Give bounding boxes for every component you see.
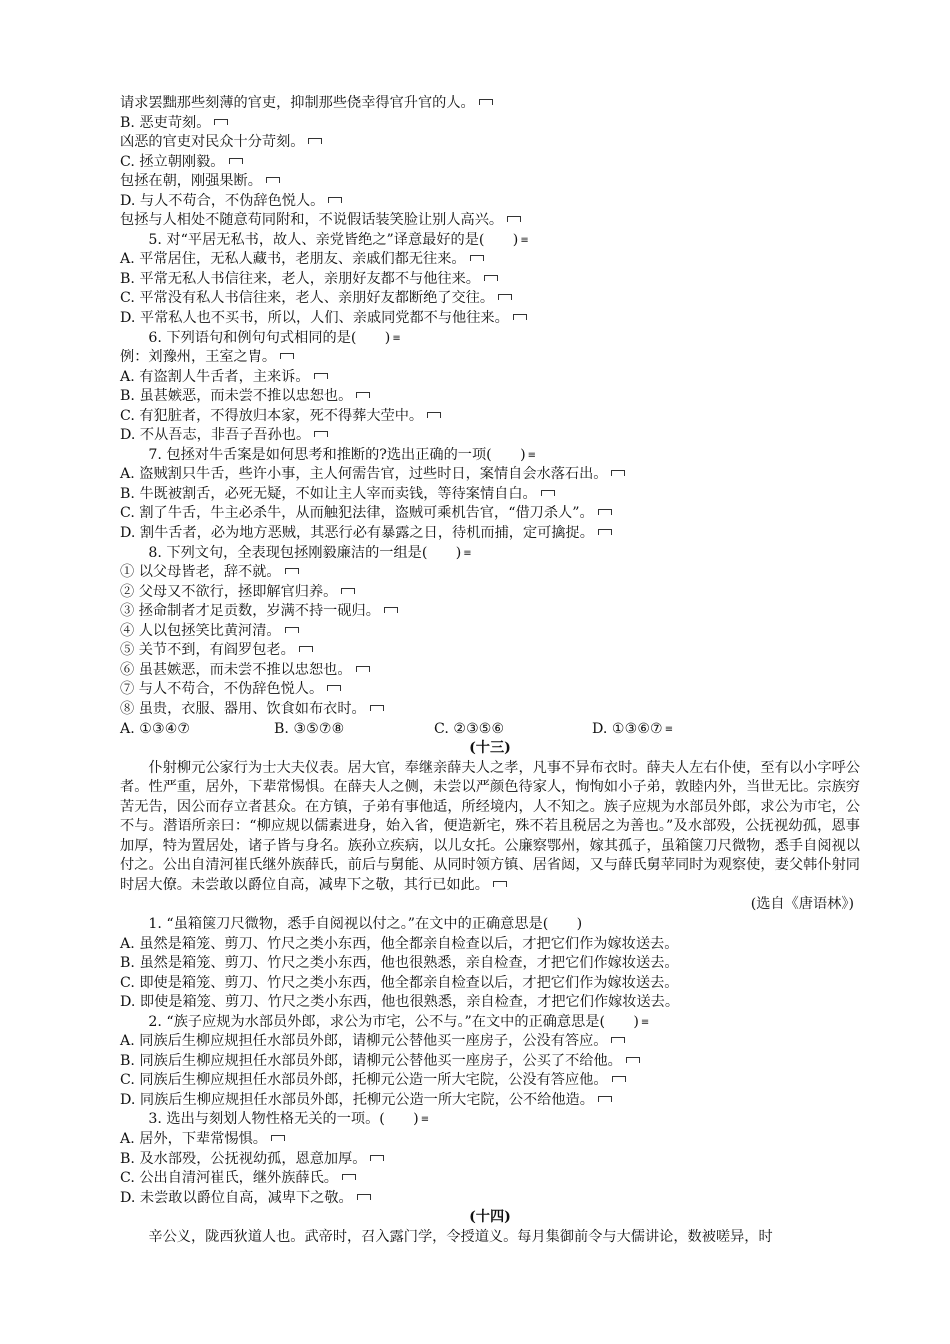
line-text: ⑥ 虽甚嫉恶，而未尝不推以忠恕也。 (120, 661, 352, 678)
paragraph-mark: ≡ (392, 332, 401, 344)
text-line (120, 289, 860, 309)
line-text: C. 公出自清河崔氏，继外族薛氏。 (120, 1170, 338, 1187)
text-line (120, 1150, 860, 1170)
line-break-mark (507, 216, 521, 224)
text-line (120, 1071, 860, 1091)
line-text: B. 虽然是箱笼、剪刀、竹尺之类小东西，他也很熟悉，亲自检查，才把它们作嫁妆送去。 (120, 955, 679, 972)
line-break-mark (484, 275, 498, 283)
line-break-mark (314, 431, 328, 439)
q8-option-d: D. ①③⑥⑦ ≡ (592, 720, 673, 740)
line-text: 凶恶的官吏对民众十分苛刻。 (120, 134, 305, 151)
line-text: C. 即使是箱笼、剪刀、竹尺之类小东西，他全都亲自检查以后，才把它们作为嫁妆送去。 (120, 974, 679, 991)
line-text: 1. “虽箱箧刀尺微物，悉手自阅视以付之。”在文中的正确意思是( ) (148, 915, 583, 932)
text-line (120, 270, 860, 290)
line-break-mark (626, 1057, 640, 1065)
line-break-mark (271, 1135, 285, 1143)
paragraph-mark: ≡ (520, 234, 529, 246)
text-line (120, 563, 860, 583)
line-break-mark (470, 255, 484, 263)
text-line (120, 211, 860, 231)
text-line (120, 524, 860, 544)
line-break-mark (384, 607, 398, 615)
line-break-mark (266, 177, 280, 185)
text-line (120, 231, 860, 251)
text-line (120, 583, 860, 603)
text-line (120, 974, 860, 994)
text-line (120, 1169, 860, 1189)
text-line (120, 1052, 860, 1072)
line-text: ① 以父母皆老，辞不就。 (120, 564, 281, 581)
paragraph-mark: ≡ (640, 1016, 650, 1028)
line-text: A. 居外，下辈常惕惧。 (120, 1130, 267, 1147)
line-text: 7. 包拯对牛舌案是如何思考和推断的?选出正确的一项( ) (148, 446, 526, 463)
line-break-mark (513, 314, 527, 322)
line-text: 2. “族子应规为水部员外郎，求公为市宅，公不与。”在文中的正确意思是( ) (148, 1013, 639, 1030)
line-text: ⑤ 关节不到，有阎罗包老。 (120, 642, 295, 659)
text-line (120, 1013, 860, 1033)
line-break-mark (598, 509, 612, 517)
line-break-mark (611, 470, 625, 478)
text-line (120, 114, 860, 134)
line-break-mark (285, 568, 299, 576)
line-break-mark (598, 1096, 612, 1104)
line-text: 包拯与人相处不随意苟同附和，不说假话装笑脸让别人高兴。 (120, 212, 504, 229)
text-line (120, 309, 860, 329)
line-text: B. 及水部殁，公抚视幼孤，恩意加厚。 (120, 1150, 367, 1167)
text-line (120, 954, 860, 974)
text-line (120, 1189, 860, 1209)
text-line (120, 1032, 860, 1052)
paragraph-mark: ≡ (420, 1114, 430, 1126)
text-line (120, 622, 860, 642)
text-line (120, 680, 860, 700)
line-text: 3. 选出与刻划人物性格无关的一项。( ) (148, 1111, 419, 1128)
text-line (120, 1091, 860, 1111)
line-text: 8. 下列文句，全表现包拯刚毅廉洁的一组是( ) (148, 544, 462, 561)
text-line (120, 387, 860, 407)
line-break-mark (356, 392, 370, 400)
line-text: B. 牛既被割舌，必死无疑，不如让主人宰而卖钱，等待案情自白。 (120, 485, 537, 502)
line-break-mark (493, 881, 507, 889)
line-break-mark (299, 646, 313, 654)
paragraph-mark: ≡ (664, 723, 674, 735)
line-text: 包拯在朝，刚强果断。 (120, 173, 262, 190)
text-line (120, 192, 860, 212)
text-line (120, 504, 860, 524)
text-line (120, 602, 860, 622)
line-text: B. 平常无私人书信往来，老人，亲朋好友都不与他往来。 (120, 270, 480, 287)
line-break-mark (612, 1076, 626, 1084)
line-break-mark (611, 1037, 625, 1045)
line-text: ④ 人以包拯笑比黄河清。 (120, 622, 281, 639)
text-line (120, 172, 860, 192)
q8-option-b: B. ③⑤⑦⑧ (274, 720, 345, 737)
text-line (120, 485, 860, 505)
text-line (120, 250, 860, 270)
question-block-12-end (120, 94, 860, 720)
line-text: 5. 对“平居无私书，故人、亲党皆绝之”译意最好的是( ) (148, 231, 519, 248)
line-break-mark (598, 529, 612, 537)
line-break-mark (308, 138, 322, 146)
text-line (120, 700, 860, 720)
line-text: D. 割牛舌者，必为地方恶贼，其恶行必有暴露之日，待机而捕，定可擒捉。 (120, 525, 594, 542)
text-line (120, 641, 860, 661)
line-break-mark (370, 705, 384, 713)
text-line (120, 544, 860, 564)
line-text: C. 有犯脏者，不得放归本家，死不得葬大茔中。 (120, 407, 424, 424)
line-text: 请求罢黜那些刻薄的官吏，抑制那些侥幸得官升官的人。 (120, 95, 475, 111)
line-text: C. 割了牛舌，牛主必杀牛，从而触犯法律，盗贼可乘机告官，“借刀杀人”。 (120, 505, 594, 522)
q8-options (120, 720, 860, 740)
line-break-mark (342, 1174, 356, 1182)
text-line (120, 133, 860, 153)
document-page (120, 94, 860, 1247)
line-text: 例：刘豫州，王室之胄。 (120, 349, 277, 366)
line-text: B. 虽甚嫉恶，而未尝不推以忠恕也。 (120, 388, 353, 405)
text-line (120, 993, 860, 1013)
q8-option-c: C. ②③⑤⑥ (434, 720, 505, 737)
line-text: D. 与人不苟合，不伪辞色悦人。 (120, 192, 325, 209)
text-line (120, 1110, 860, 1130)
line-break-mark (427, 412, 441, 420)
line-break-mark (328, 197, 342, 205)
line-text: D. 同族后生柳应规担任水部员外郎，托柳元公造一所大宅院，公不给他造。 (120, 1091, 594, 1108)
line-text: A. 有盗割人牛舌者，主来诉。 (120, 368, 310, 385)
line-text: A. 同族后生柳应规担任水部员外郎，请柳元公替他买一座房子，公没有答应。 (120, 1033, 608, 1050)
text-line (120, 94, 860, 114)
line-text: A. 平常居住，无私人藏书，老朋友、亲戚们都无往来。 (120, 251, 466, 268)
line-break-mark (327, 685, 341, 693)
line-break-mark (285, 627, 299, 635)
passage-13: 仆射柳元公家行为士大夫仪表。居大官，奉继亲薛夫人之孝，凡事不异布衣时。薛夫人左右仆使，至有以小字呼公者。性严重，居外，下辈常惕惧。在薛夫人之侧，未尝以严颜色待家人，恂恂如小子弟，敦睦内外，当世无比。宗族穷苦无告，因公而存立者甚众。在方镇，子弟有事他适，所经境内，人不知之。族子应规为水部员外郎，求公为市宅，公不与。潜语所亲曰：“柳应规以儒素进身，始入省，便造新宅，殊不若且税居之为善也。”及水部殁，公抚视幼孤，恩事加厚，特为置居处，诸子皆与身名。族孙立疾病，以儿女托。公廉察鄂州，嫁其孤子，虽箱箧刀尺微物，悉手自阅视以付之。公出自清河崔氏继外族薛氏，前后与舅能、从同时领方镇、居省闼，又与薛氏舅苹同时为观察使，妻父韩仆射同时居大僚。未尝敢以爵位自高，减卑下之敬，其行已如此。 (120, 759, 860, 893)
text-line (120, 465, 860, 485)
line-break-mark (356, 666, 370, 674)
line-text: D. 未尝敢以爵位自高，减卑下之敬。 (120, 1189, 353, 1206)
line-text: 6. 下列语句和例句句式相同的是( ) (148, 329, 391, 346)
section-heading-14: (十四) (469, 1209, 511, 1226)
line-text: ⑦ 与人不苟合，不伪辞色悦人。 (120, 681, 324, 698)
text-line (120, 915, 860, 935)
line-text: B. 恶吏苛刻。 (120, 114, 211, 131)
paragraph-mark: ≡ (463, 547, 472, 559)
line-break-mark (357, 1194, 371, 1202)
line-break-mark (229, 158, 243, 166)
text-line (120, 661, 860, 681)
passage-source: (选自《唐语林》) (750, 896, 854, 913)
line-break-mark (214, 119, 228, 127)
line-text: C. 拯立朝刚毅。 (120, 153, 225, 170)
line-text: C. 平常没有私人书信往来，老人、亲朋好友都断绝了交往。 (120, 290, 495, 307)
line-text: ② 父母又不欲行，拯即解官归养。 (120, 583, 338, 600)
line-break-mark (541, 490, 555, 498)
line-break-mark (280, 353, 294, 361)
question-block-13 (120, 915, 860, 1208)
passage-14: 辛公义，陇西狄道人也。武帝时，召入露门学，令授道义。每月集御前令与大儒讲论，数被嗟异，时 (148, 1228, 773, 1245)
line-break-mark (341, 588, 355, 596)
line-text: D. 不从吾志，非吾子吾孙也。 (120, 427, 311, 444)
text-line (120, 426, 860, 446)
line-text: ⑧ 虽贵，衣服、器用、饮食如布衣时。 (120, 700, 366, 717)
text-line (120, 368, 860, 388)
text-line (120, 446, 860, 466)
text-line (120, 153, 860, 173)
line-break-mark (479, 99, 493, 107)
line-text: A. 盗贼割只牛舌，些许小事，主人何需告官，过些时日，案情自会水落石出。 (120, 466, 608, 483)
line-break-mark (370, 1155, 384, 1163)
line-text: ③ 拯命制者才足贡数，岁满不持一砚归。 (120, 603, 380, 620)
line-break-mark (498, 294, 512, 302)
line-text: C. 同族后生柳应规担任水部员外郎，托柳元公造一所大宅院，公没有答应他。 (120, 1072, 608, 1089)
line-text: D. 平常私人也不买书，所以，人们、亲戚同党都不与他往来。 (120, 310, 509, 327)
text-line (120, 407, 860, 427)
line-text: B. 同族后生柳应规担任水部员外郎，请柳元公替他买一座房子，公买了不给他。 (120, 1052, 622, 1069)
text-line (120, 1130, 860, 1150)
text-line (120, 348, 860, 368)
q8-option-a: A. ①③④⑦ (120, 720, 191, 737)
paragraph-mark: ≡ (527, 449, 537, 461)
line-text: A. 虽然是箱笼、剪刀、竹尺之类小东西，他全都亲自检查以后，才把它们作为嫁妆送去。 (120, 935, 679, 952)
text-line (120, 935, 860, 955)
line-text: D. 即使是箱笼、剪刀、竹尺之类小东西，他也很熟悉，亲自检查，才把它们作嫁妆送去。 (120, 994, 680, 1011)
line-break-mark (314, 373, 328, 381)
section-heading-13: (十三) (469, 740, 511, 757)
text-line (120, 329, 860, 349)
